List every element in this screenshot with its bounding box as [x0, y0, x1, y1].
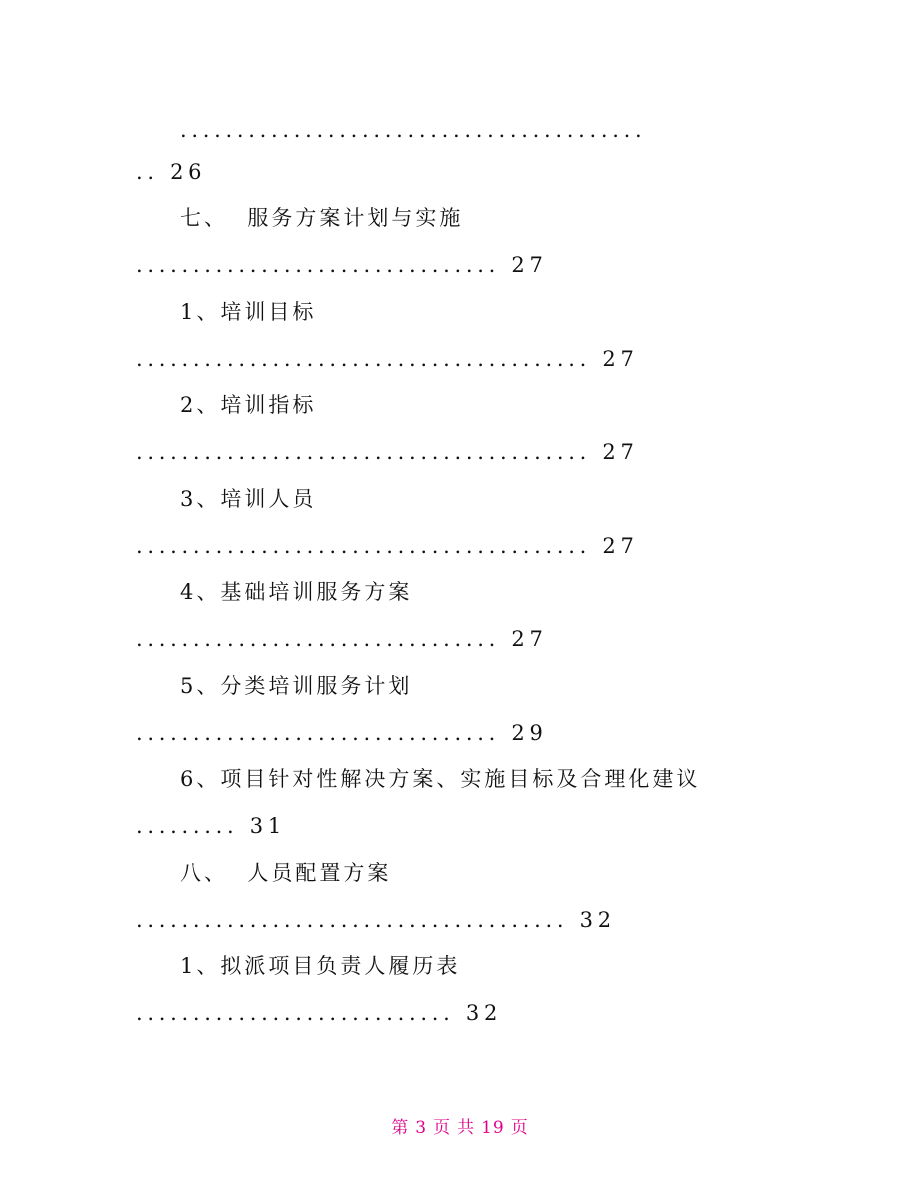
toc-entry-project-lead-resume[interactable]: 1、拟派项目负责人履历表: [180, 954, 461, 978]
toc-leader-section-8: ...................................... 32: [136, 908, 616, 932]
toc-leader-targeted-solution: ......... 31: [136, 814, 286, 838]
footer-total-pages: 19: [481, 1118, 505, 1138]
footer-ye-2: 页: [510, 1118, 529, 1138]
footer-gong: 共: [457, 1118, 476, 1138]
toc-leader-project-lead-resume: ............................ 32: [136, 1001, 503, 1025]
toc-entry-basic-training-plan[interactable]: 4、基础培训服务方案: [180, 580, 413, 604]
toc-entry-section-7[interactable]: 七、 服务方案计划与实施: [180, 206, 464, 230]
toc-leader-basic-training-plan: ................................ 27: [136, 627, 548, 651]
toc-leader-category-training-plan: ................................ 29: [136, 721, 548, 745]
footer-di: 第: [391, 1118, 410, 1138]
toc-entry-targeted-solution[interactable]: 6、项目针对性解决方案、实施目标及合理化建议: [180, 767, 701, 791]
toc-entry-training-index[interactable]: 2、培训指标: [180, 393, 317, 417]
toc-leader-training-index: ........................................ 27: [136, 440, 639, 464]
toc-page-number-line: .. 26: [136, 160, 207, 184]
footer-ye: 页: [433, 1118, 452, 1138]
toc-leader-dots: .........................................: [180, 118, 647, 142]
toc-entry-training-staff[interactable]: 3、培训人员: [180, 487, 317, 511]
page-footer: [0, 1113, 920, 1138]
toc-entry-training-goal[interactable]: 1、培训目标: [180, 300, 317, 324]
toc-entry-category-training-plan[interactable]: 5、分类培训服务计划: [180, 674, 413, 698]
footer-page-number: 3: [415, 1118, 428, 1138]
toc-leader-section-7: ................................ 27: [136, 253, 548, 277]
toc-leader-training-goal: ........................................ 27: [136, 347, 639, 371]
toc-entry-section-8[interactable]: 八、 人员配置方案: [180, 861, 392, 885]
toc-leader-training-staff: ........................................ 27: [136, 534, 639, 558]
